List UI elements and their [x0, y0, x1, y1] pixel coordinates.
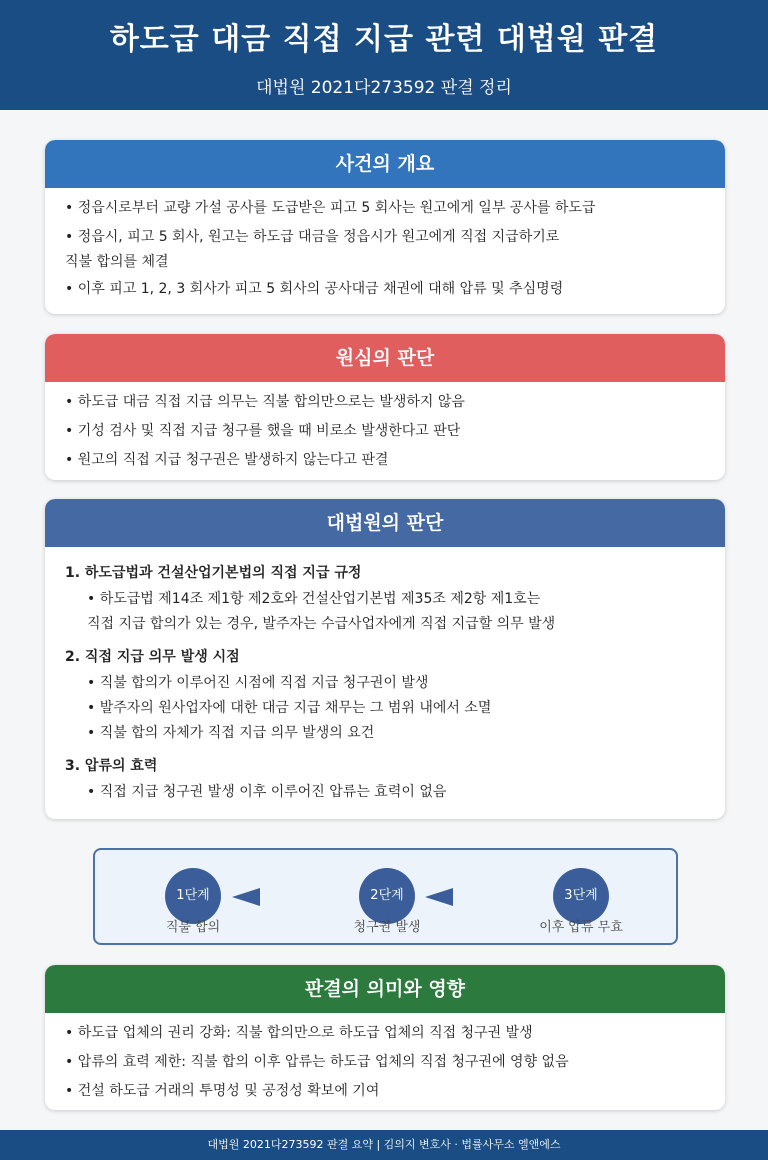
- flow-step-2-circle: 2단계: [359, 868, 415, 924]
- lower-court-bullet-3: • 원고의 직접 지급 청구권은 발생하지 않는다고 판결: [65, 446, 705, 475]
- lower-court-bullet-1: • 하도급 대금 직접 지급 의무는 직불 합의만으로는 발생하지 않음: [65, 388, 705, 417]
- overview-bullet-3: • 이후 피고 1, 2, 3 회사가 피고 5 회사의 공사대금 채권에 대해 압류 및 추심명령: [65, 275, 705, 304]
- page-footer: 대법원 2021다273592 판결 요약 | 김의지 변호사 · 법률사무소 엘앤에스: [0, 1130, 768, 1160]
- lower-court-card: [45, 334, 725, 480]
- supreme-court-title: 대법원의 판단: [45, 499, 725, 547]
- flow-step-1-label: 직불 합의: [165, 920, 221, 935]
- case-overview-title: 사건의 개요: [45, 140, 725, 188]
- supreme-section-2-bullet-2: • 발주자의 원사업자에 대한 대금 지급 채무는 그 범위 내에서 소멸: [65, 696, 705, 721]
- significance-bullet-1: • 하도급 업체의 권리 강화: 직불 합의만으로 하도급 업체의 직접 청구권 발생: [65, 1019, 705, 1048]
- significance-bullet-2: • 압류의 효력 제한: 직불 합의 이후 압류는 하도급 업체의 직접 청구권에 영향 없음: [65, 1048, 705, 1077]
- overview-bullet-2-cont: 직불 합의를 체결: [65, 254, 169, 270]
- supreme-section-1-title: 1. 하도급법과 건설산업기본법의 직접 지급 규정: [65, 565, 362, 581]
- flow-arrow-icon: [425, 888, 453, 906]
- supreme-section-2-bullet-1: • 직불 합의가 이루어진 시점에 직접 지급 청구권이 발생: [65, 671, 705, 696]
- flow-step-1-circle: 1단계: [165, 868, 221, 924]
- lower-court-title: 원심의 판단: [45, 334, 725, 382]
- flow-arrow-icon: [232, 888, 260, 906]
- process-flow: [93, 848, 678, 945]
- supreme-section-1-bullet: • 하도급법 제14조 제1항 제2호와 건설산업기본법 제35조 제2항 제1호는: [65, 587, 705, 612]
- lower-court-bullet-2: • 기성 검사 및 직접 지급 청구를 했을 때 비로소 발생한다고 판단: [65, 417, 705, 446]
- page-title: 하도급 대금 직접 지급 관련 대법원 판결: [109, 22, 659, 57]
- supreme-section-2-bullet-3: • 직불 합의 자체가 직접 지급 의무 발생의 요건: [65, 721, 705, 746]
- flow-step-3-label: 이후 압류 무효: [539, 920, 623, 935]
- flow-step-3: [511, 868, 651, 935]
- case-overview-card: [45, 140, 725, 314]
- supreme-court-card: [45, 499, 725, 819]
- page-subtitle: 대법원 2021다273592 판결 정리: [256, 78, 512, 98]
- supreme-section-3-title: 3. 압류의 효력: [65, 758, 158, 774]
- overview-bullet-2: • 정읍시, 피고 5 회사, 원고는 하도급 대금을 정읍시가 원고에게 직접 지급하기로: [65, 223, 705, 252]
- flow-step-3-circle: 3단계: [553, 868, 609, 924]
- significance-title: 판결의 의미와 영향: [45, 965, 725, 1013]
- supreme-section-3-bullet: • 직접 지급 청구권 발생 이후 이루어진 압류는 효력이 없음: [65, 780, 705, 805]
- overview-bullet-1: • 정읍시로부터 교량 가설 공사를 도급받은 피고 5 회사는 원고에게 일부 공사를 하도급: [65, 194, 705, 223]
- significance-bullet-3: • 건설 하도급 거래의 투명성 및 공정성 확보에 기여: [65, 1077, 705, 1106]
- flow-step-2-label: 청구권 발생: [353, 920, 421, 935]
- supreme-section-1-bullet-cont: 직접 지급 합의가 있는 경우, 발주자는 수급사업자에게 직접 지급할 의무 발생: [87, 616, 556, 632]
- supreme-section-2-title: 2. 직접 지급 의무 발생 시점: [65, 649, 240, 665]
- page-header: [0, 0, 768, 110]
- significance-card: [45, 965, 725, 1110]
